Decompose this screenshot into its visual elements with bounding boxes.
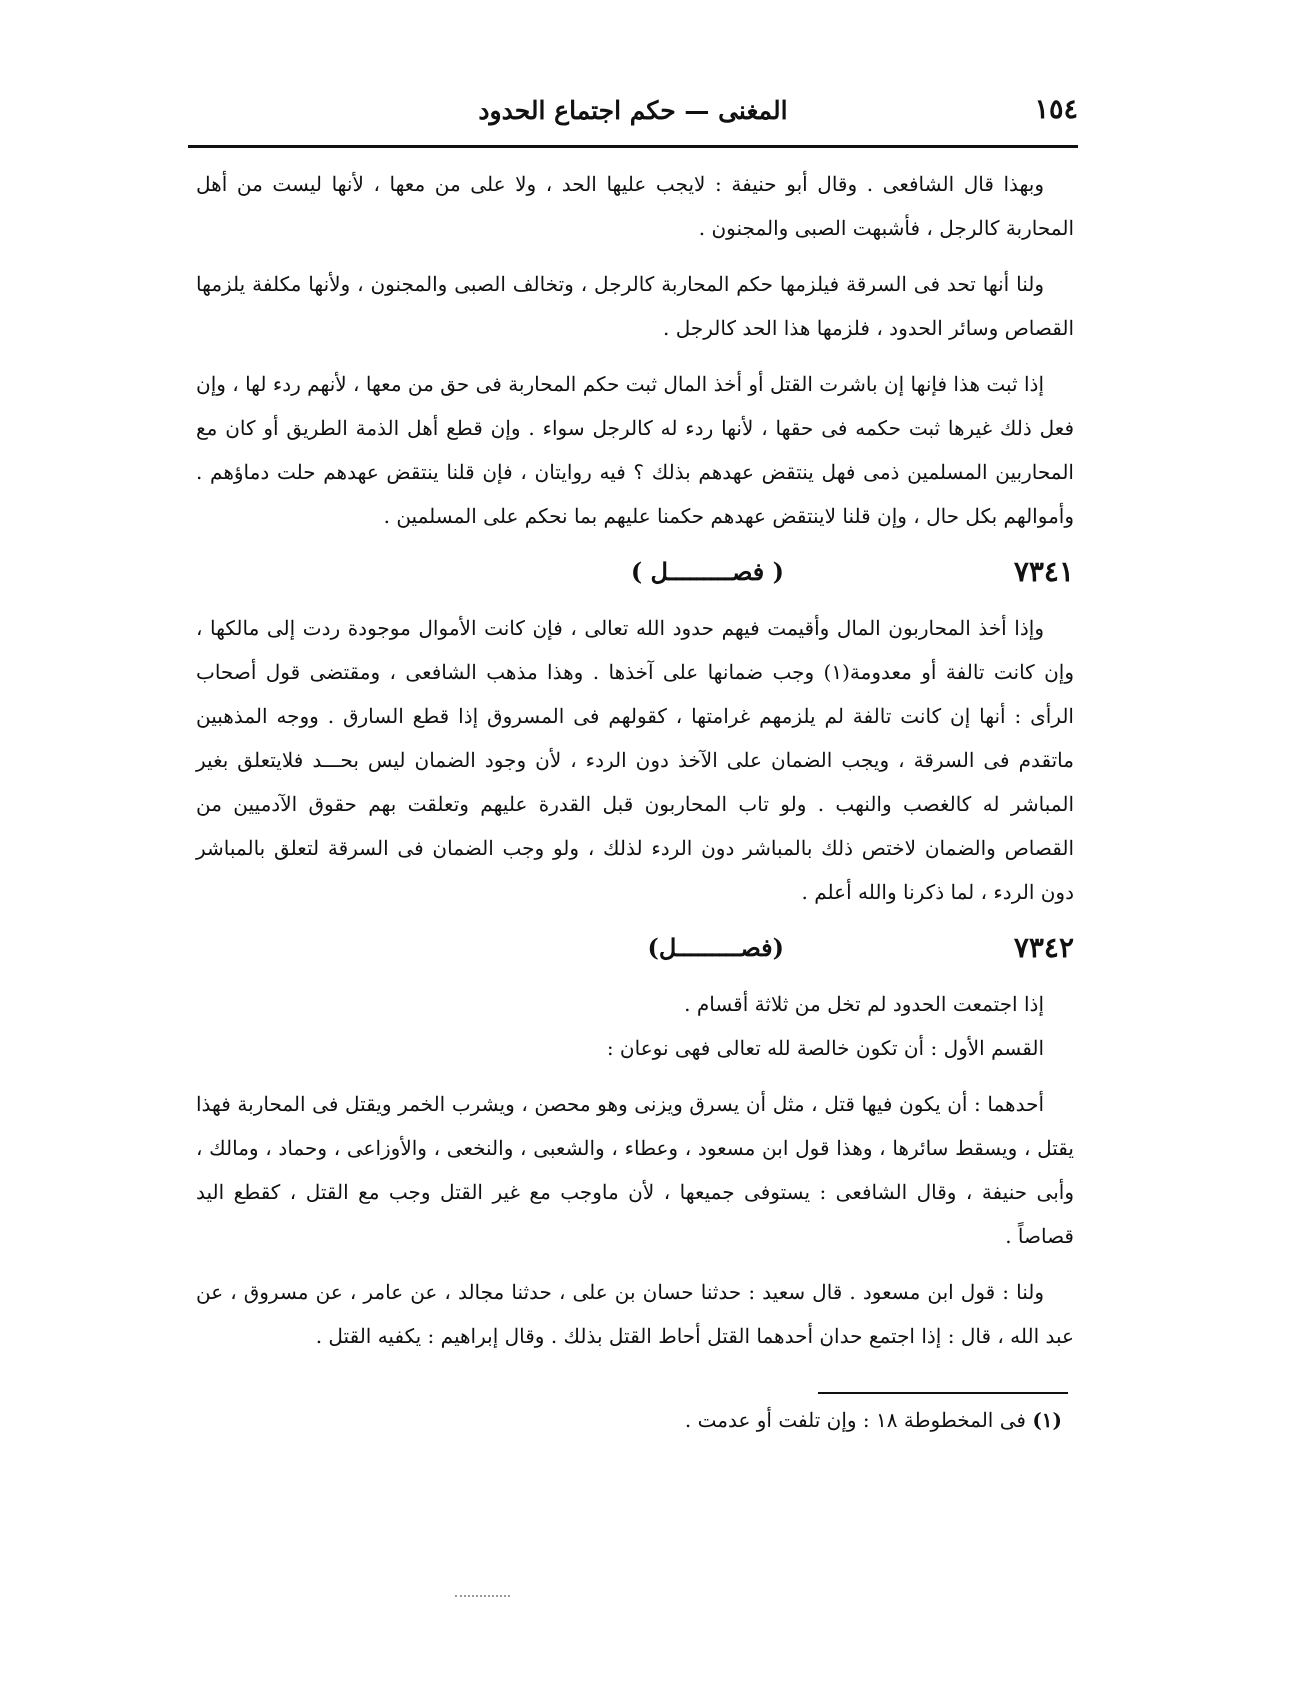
paragraph-2: ولنا أنها تحد فى السرقة فيلزمها حكم المحاربة كالرجل ، وتخالف الصبى والمجنون ، ولأنها مكلفة يلزمها القصاص وسائر الحدود ، فلزمها هذا الحد كالرجل . bbox=[196, 272, 1074, 340]
footnote bbox=[685, 1398, 1062, 1442]
intro-line-1: إذا اجتمعت الحدود لم تخل من ثلاثة أقسام . bbox=[684, 992, 1044, 1016]
footnote-text: فى المخطوطة ١٨ : وإن تلفت أو عدمت . bbox=[684, 1408, 1026, 1432]
section-7341-text: وإذا أخذ المحاربون المال وأقيمت فيهم حدود الله تعالى ، فإن كانت الأموال موجودة ردت إلى مالكها ، وإن كانت تالفة أو معدومة(١) وجب ضمانها على آخذها . وهذا مذهب الشافعى ، ومقتضى قول أصحاب الرأى : أنها إن كانت تالفة لم يلزمهم غرامتها ، كقولهم فى المسروق إذا قطع السارق . ووجه المذهبين ماتقدم فى السرقة ، ويجب الضمان على الآخذ دون الردء ، لأن وجود الضمان ليس بحـــد فلايتعلق بغير المباشر له كالغصب والنهب . ولو تاب المحاربون قبل القدرة عليهم وتعلقت بهم حقوق الآدميين من القصاص والضمان لاختص ذلك بالمباشر دون الردء لذلك ، ولو وجب الضمان فى السرقة لتعلق بالمباشر دون الردء ، لما ذكرنا والله أعلم . bbox=[196, 616, 1075, 904]
paragraph-1: وبهذا قال الشافعى . وقال أبو حنيفة : لايجب عليها الحد ، ولا على من معها ، لأنها ليست من أهل المحاربة كالرجل ، فأشبهت الصبى والمجنون . bbox=[196, 172, 1074, 240]
section-heading-7342 bbox=[196, 926, 1074, 974]
section-7342-intro bbox=[196, 982, 1074, 1070]
footnote-rule bbox=[818, 1392, 1068, 1394]
running-header bbox=[188, 92, 1078, 142]
section-7342-paragraph-b: ولنا : قول ابن مسعود . قال سعيد : حدثنا حسان بن على ، حدثنا مجالد ، عن عامر ، عن مسروق ، عن عبد الله ، قال : إذا اجتمع حدان أحدهما القتل أحاط القتل بذلك . وقال إبراهيم : يكفيه القتل . bbox=[196, 1280, 1074, 1348]
page-body bbox=[196, 162, 1074, 1370]
paragraph-3: إذا ثبت هذا فإنها إن باشرت القتل أو أخذ المال ثبت حكم المحاربة فى حق من معها ، لأنهم ردء لها ، وإن فعل ذلك غيرها ثبت حكمه فى حقها ، لأنها ردء له كالرجل سواء . وإن قطع أهل الذمة الطريق أو كان مع المحاربين المسلمين ذمى فهل ينتقض عهدهم بذلك ؟ فيه روايتان ، فإن قلنا ينتقض عهدهم حلت دماؤهم . وأموالهم بكل حال ، وإن قلنا لاينتقض عهدهم حكمنا عليهم بما نحكم على المسلمين . bbox=[196, 372, 1074, 528]
page-number: ١٥٤ bbox=[1034, 94, 1078, 125]
section-number: ٧٣٤١ bbox=[1013, 555, 1074, 588]
section-7342-paragraph-a: أحدهما : أن يكون فيها قتل ، مثل أن يسرق ويزنى وهو محصن ، ويشرب الخمر ويقتل فى المحاربة فهذا يقتل ، ويسقط سائرها ، وهذا قول ابن مسعود ، وعطاء ، والشعبى ، والنخعى ، والأوزاعى ، وحماد ، ومالك ، وأبى حنيفة ، وقال الشافعى : يستوفى جميعها ، لأن ماوجب مع غير القتل وجب مع القتل ، كقطع اليد قصاصاً . bbox=[196, 1092, 1074, 1248]
scan-artifact bbox=[455, 1595, 510, 1601]
header-title: المغنى — حكم اجتماع الحدود bbox=[478, 96, 788, 125]
section-number: ٧٣٤٢ bbox=[1013, 931, 1074, 964]
intro-line-2: القسم الأول : أن تكون خالصة لله تعالى فهى نوعان : bbox=[606, 1036, 1044, 1060]
section-title: ( فصـــــــــل ) bbox=[630, 557, 784, 586]
section-title: (فصـــــــــل) bbox=[647, 933, 784, 962]
section-heading-7341 bbox=[196, 550, 1074, 598]
footnote-mark: (١) bbox=[1032, 1408, 1062, 1432]
header-rule bbox=[188, 145, 1078, 148]
